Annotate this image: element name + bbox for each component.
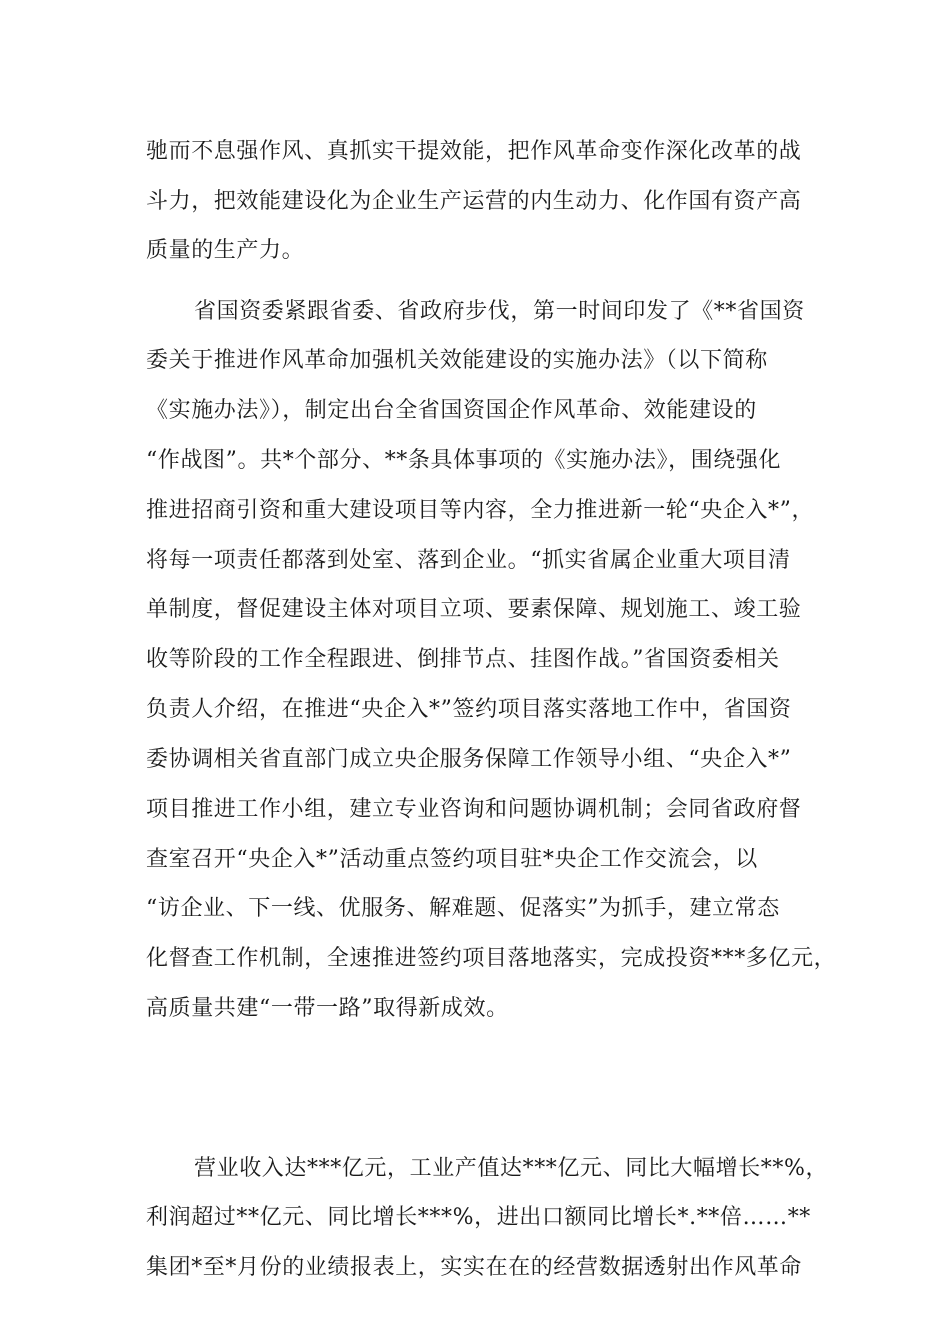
- text-line: 委关于推进作风革命加强机关效能建设的实施办法》（以下简称: [146, 348, 768, 373]
- text-line: 营业收入达***亿元，工业产值达***亿元、同比大幅增长**%，: [194, 1156, 829, 1181]
- text-line: “访企业、下一线、优服务、解难题、促落实”为抓手，建立常态: [146, 896, 780, 921]
- text-line: 查室召开“央企入*”活动重点签约项目驻*央企工作交流会，以: [146, 847, 758, 872]
- text-line: 单制度，督促建设主体对项目立项、要素保障、规划施工、竣工验: [146, 597, 802, 622]
- text-line: 将每一项责任都落到处室、落到企业。“抓实省属企业重大项目清: [146, 548, 791, 573]
- text-line: 项目推进工作小组，建立专业咨询和问题协调机制；会同省政府督: [146, 797, 802, 822]
- text-line: 利润超过**亿元、同比增长***%，进出口额同比增长*.**倍……**: [146, 1205, 811, 1230]
- text-line: 驰而不息强作风、真抓实干提效能，把作风革命变作深化改革的战: [146, 139, 802, 164]
- text-line: 《实施办法》），制定出台全省国资国企作风革命、效能建设的: [146, 398, 757, 423]
- text-line: 省国资委紧跟省委、省政府步伐，第一时间印发了《**省国资: [194, 299, 805, 324]
- text-line: 推进招商引资和重大建设项目等内容，全力推进新一轮“央企入*”，: [146, 498, 815, 523]
- text-line: 负责人介绍，在推进“央企入*”签约项目落实落地工作中，省国资: [146, 697, 792, 722]
- text-line: 集团*至*月份的业绩报表上，实实在在的经营数据透射出作风革命: [146, 1255, 803, 1280]
- text-line: 化督查工作机制，全速推进签约项目落地落实，完成投资***多亿元，: [146, 946, 837, 971]
- text-line: 高质量共建“一带一路”取得新成效。: [146, 996, 509, 1021]
- text-line: 斗力，把效能建设化为企业生产运营的内生动力、化作国有资产高: [146, 189, 802, 214]
- text-line: 质量的生产力。: [146, 238, 305, 263]
- text-line: 收等阶段的工作全程跟进、倒排节点、挂图作战。”省国资委相关: [146, 647, 780, 672]
- text-line: “作战图”。共*个部分、**条具体事项的《实施办法》，围绕强化: [146, 448, 782, 473]
- text-line: 委协调相关省直部门成立央企服务保障工作领导小组、“央企入*”: [146, 747, 792, 772]
